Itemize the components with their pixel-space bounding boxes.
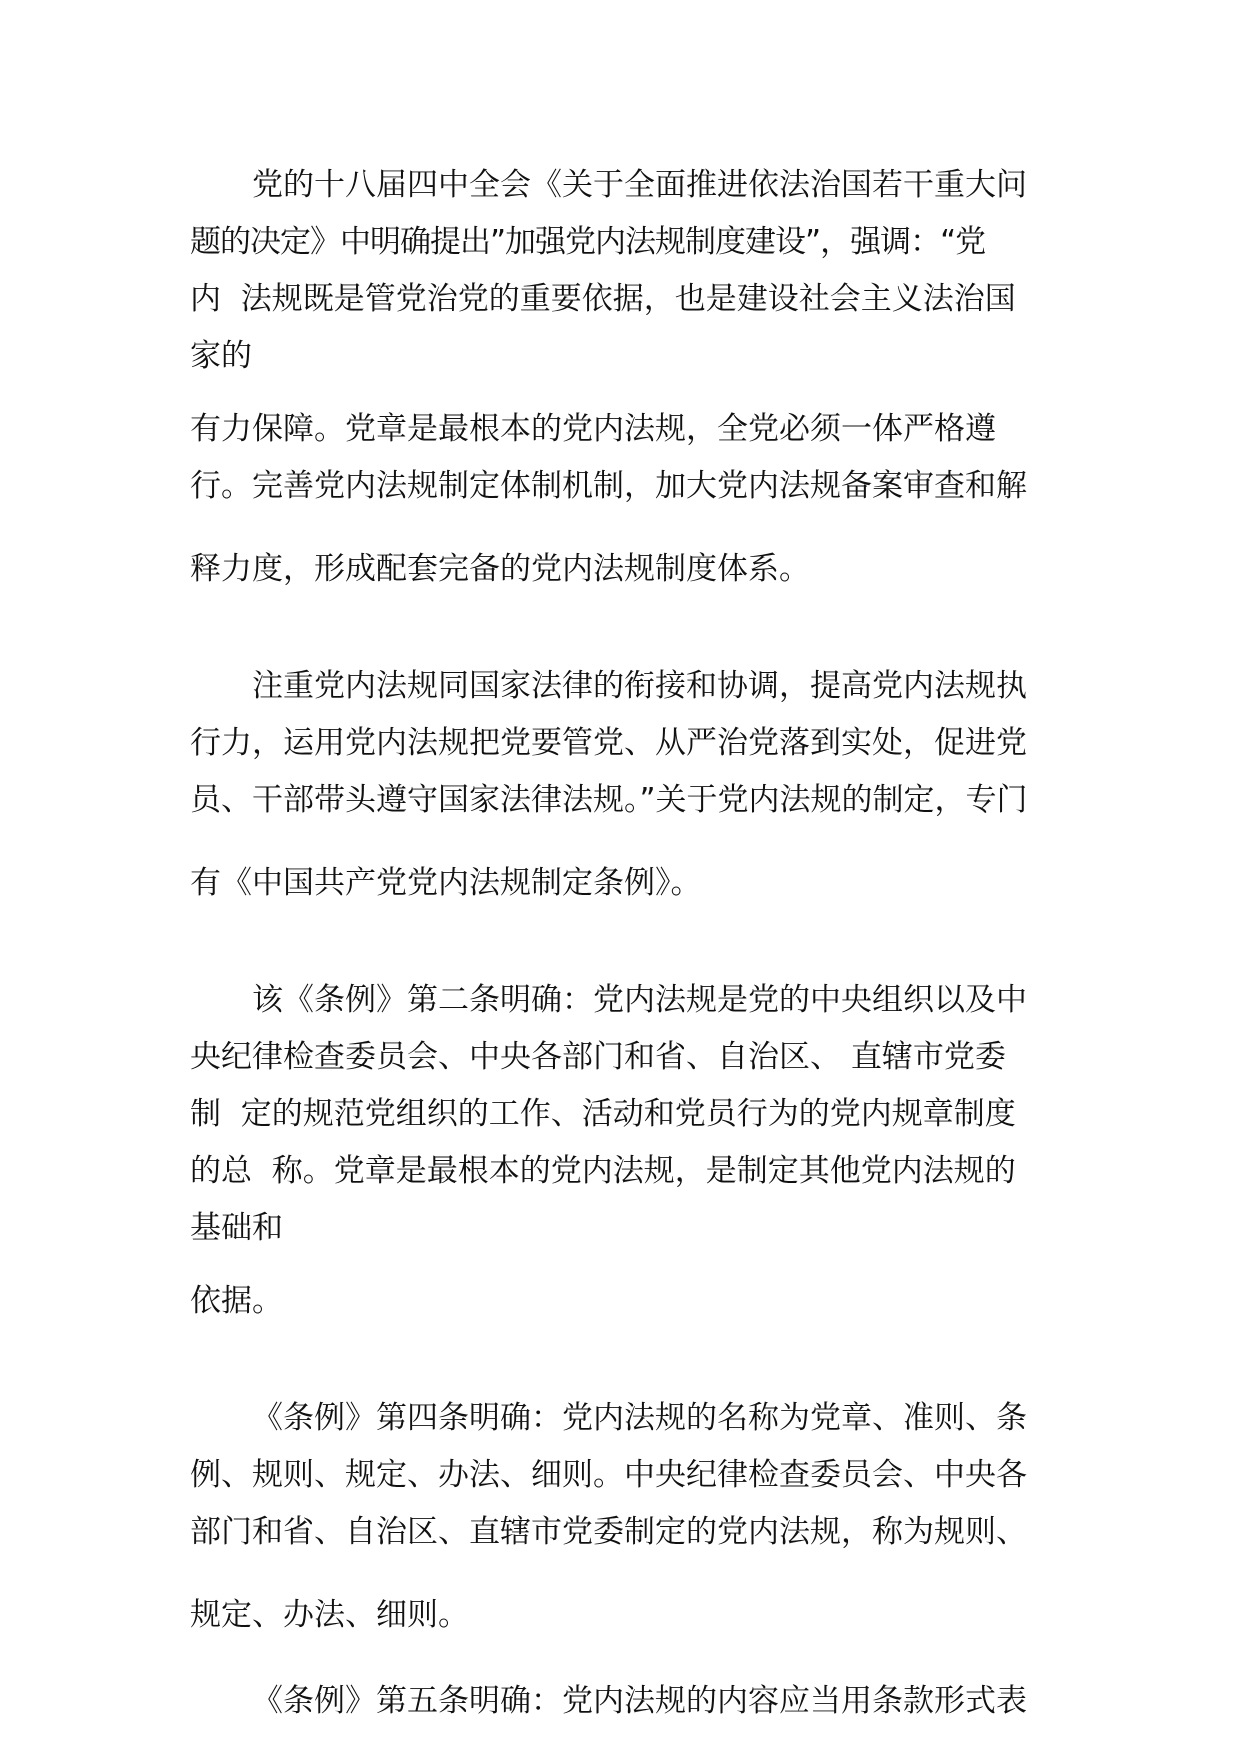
text-line: 员、干部带头遵守国家法律法规。”关于党内法规的制定，专门: [190, 782, 1028, 818]
text-line: 行力，运用党内法规把党要管党、从严治党落到实处，促进党: [190, 725, 1027, 761]
text-line: 党的十八届四中全会《关于全面推进依法治国若干重大问: [252, 167, 1027, 203]
text-line: 注重党内法规同国家法律的衔接和协调，提高党内法规执: [252, 668, 1027, 704]
text-line: 的总 称。党章是最根本的党内法规，是制定其他党内法规的: [190, 1153, 1016, 1189]
text-line: 释力度，形成配套完备的党内法规制度体系。: [190, 551, 810, 587]
text-line: 部门和省、自治区、直辖市党委制定的党内法规，称为规则、: [190, 1514, 1027, 1550]
text-line: 基础和: [190, 1210, 283, 1246]
text-line: 制 定的规范党组织的工作、活动和党员行为的党内规章制度: [190, 1096, 1016, 1132]
text-line: 例、规则、规定、办法、细则。中央纪律检查委员会、中央各: [190, 1457, 1027, 1493]
text-line: 家的: [190, 338, 252, 374]
text-line: 内 法规既是管党治党的重要依据，也是建设社会主义法治国: [190, 281, 1016, 317]
text-line: 题的决定》中明确提出”加强党内法规制度建设”，强调：“党: [190, 224, 986, 260]
text-line: 行。完善党内法规制定体制机制，加大党内法规备案审查和解: [190, 468, 1027, 504]
text-line: 有力保障。党章是最根本的党内法规，全党必须一体严格遵: [190, 411, 996, 447]
text-line: 有《中国共产党党内法规制定条例》。: [190, 865, 702, 901]
text-line: 《条例》第五条明确：党内法规的内容应当用条款形式表: [252, 1683, 1027, 1719]
text-line: 《条例》第四条明确：党内法规的名称为党章、准则、条: [252, 1400, 1027, 1436]
text-line: 该《条例》第二条明确：党内法规是党的中央组织以及中: [252, 982, 1027, 1018]
text-line: 央纪律检查委员会、中央各部门和省、自治区、 直辖市党委: [190, 1039, 1006, 1075]
text-line: 依据。: [190, 1283, 283, 1319]
text-line: 规定、办法、细则。: [190, 1597, 469, 1633]
